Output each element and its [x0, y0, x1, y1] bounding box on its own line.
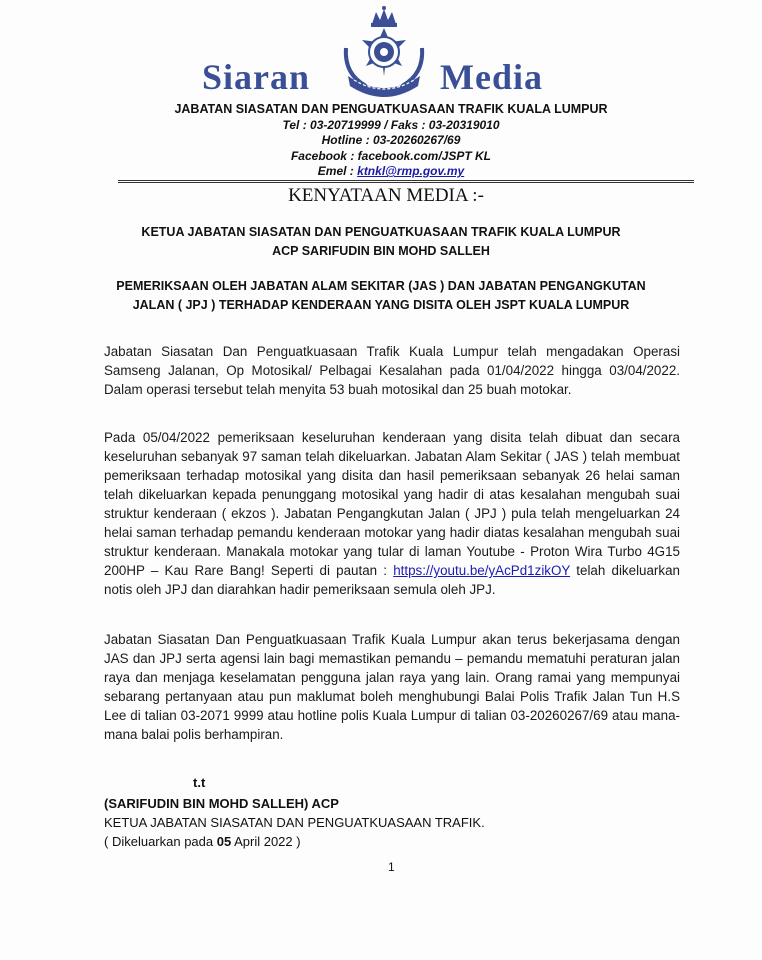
- paragraph-2-text-end: telah dikeluarkan notis oleh JPJ dan diarahkan hadir pemeriksaan semula oleh JPJ.: [104, 563, 680, 597]
- paragraph-3: Jabatan Siasatan Dan Penguatkuasaan Trafik Kuala Lumpur akan terus bekerjasama dengan JAS dan JPJ serta agensi lain bagi memastikan pemandu – pemandu mematuhi peraturan jalan raya dan menjaga keselamatan pengguna jalan raya yang lain. Orang ramai yang mempunyai sebarang pertanyaan atau pun maklumat boleh menghubungi Balai Polis Trafik Jalan Tun H.S Lee di talian 03-2071 9999 atau hotline polis Kuala Lumpur di talian 03-20260267/69 atau mana- mana balai polis berhampiran.: [104, 632, 680, 742]
- issued-suffix: April 2022 ): [231, 834, 301, 849]
- page-number: 1: [388, 860, 395, 874]
- subject-block: [0, 277, 762, 315]
- signatory-name: (SARIFUDIN BIN MOHD SALLEH) ACP: [104, 796, 339, 811]
- subject-line-1: PEMERIKSAAN OLEH JABATAN ALAM SEKITAR (JAS ) DAN JABATAN PENGANGKUTAN: [116, 279, 646, 293]
- email-line: [0, 164, 762, 180]
- tel-fax: Tel : 03-20719999 / Faks : 03-20319010: [282, 117, 500, 132]
- police-crest-icon: [334, 4, 434, 98]
- contact-block: [0, 102, 762, 180]
- issuer-line-1: KETUA JABATAN SIASATAN DAN PENGUATKUASAAN TRAFIK KUALA LUMPUR: [141, 225, 621, 239]
- statement-title: KENYATAAN MEDIA :-: [288, 185, 484, 206]
- youtube-link[interactable]: https://youtu.be/yAcPd1zikOY: [393, 563, 571, 578]
- issuer-line-2: ACP SARIFUDIN BIN MOHD SALLEH: [272, 244, 490, 258]
- issued-prefix: ( Dikeluarkan pada: [104, 834, 217, 849]
- facebook: Facebook : facebook.com/JSPT KL: [290, 148, 492, 163]
- divider-rule-2: [118, 182, 694, 183]
- paragraph-2: [104, 428, 680, 599]
- department-name: JABATAN SIASATAN DAN PENGUATKUASAAN TRAFIK KUALA LUMPUR: [174, 102, 608, 116]
- signatory-position: KETUA JABATAN SIASATAN DAN PENGUATKUASAAN TRAFIK.: [104, 815, 485, 830]
- paragraph-1: Jabatan Siasatan Dan Penguatkuasaan Trafik Kuala Lumpur telah mengadakan Operasi Samseng Jalanan, Op Motosikal/ Pelbagai Kesalahan pada 01/04/2022 hingga 03/04/2022. Dalam operasi tersebut telah menyita 53 buah motosikal dan 25 buah motokar.: [104, 344, 680, 397]
- issued-date: [104, 832, 301, 851]
- issued-day: 05: [216, 834, 232, 849]
- paragraph-2-text: Pada 05/04/2022 pemeriksaan keseluruhan kenderaan yang disita telah dibuat dan secara keseluruhan sebanyak 97 saman telah dikeluarkan. Jabatan Alam Sekitar ( JAS ) telah membuat pemeriksaan terhadap motosikal yang disita dan hasil pemeriksaan sebanyak 26 helai saman telah dikeluarkan kepada penunggang motosikal yang hadir di atas kesalahan mengubah suai struktur kenderaan ( ekzos ). Jabatan Pengangkutan Jalan ( JPJ ) pula telah mengeluarkan 24 helai saman terhadap pemandu kenderaan motokar yang hadir diatas kesalahan mengubah suai struktur kenderaan. Manakala motokar yang tular di laman Youtube - Proton Wira Turbo 4G15 200HP – Kau Rare Bang! Seperti di pautan :: [104, 430, 680, 578]
- subject-line-2: JALAN ( JPJ ) TERHADAP KENDERAAN YANG DISITA OLEH JSPT KUALA LUMPUR: [132, 298, 630, 312]
- email-link[interactable]: ktnkl@rmp.gov.my: [357, 164, 465, 178]
- masthead: [0, 0, 762, 100]
- issuer-block: [0, 223, 762, 261]
- signature-tt: t.t: [193, 775, 206, 790]
- hotline: Hotline : 03-20260267/69: [321, 133, 461, 147]
- divider-rule: [118, 180, 694, 181]
- masthead-title-left: Siaran: [202, 57, 311, 97]
- email-label: Emel :: [317, 164, 358, 178]
- masthead-title-right: Media: [440, 57, 543, 97]
